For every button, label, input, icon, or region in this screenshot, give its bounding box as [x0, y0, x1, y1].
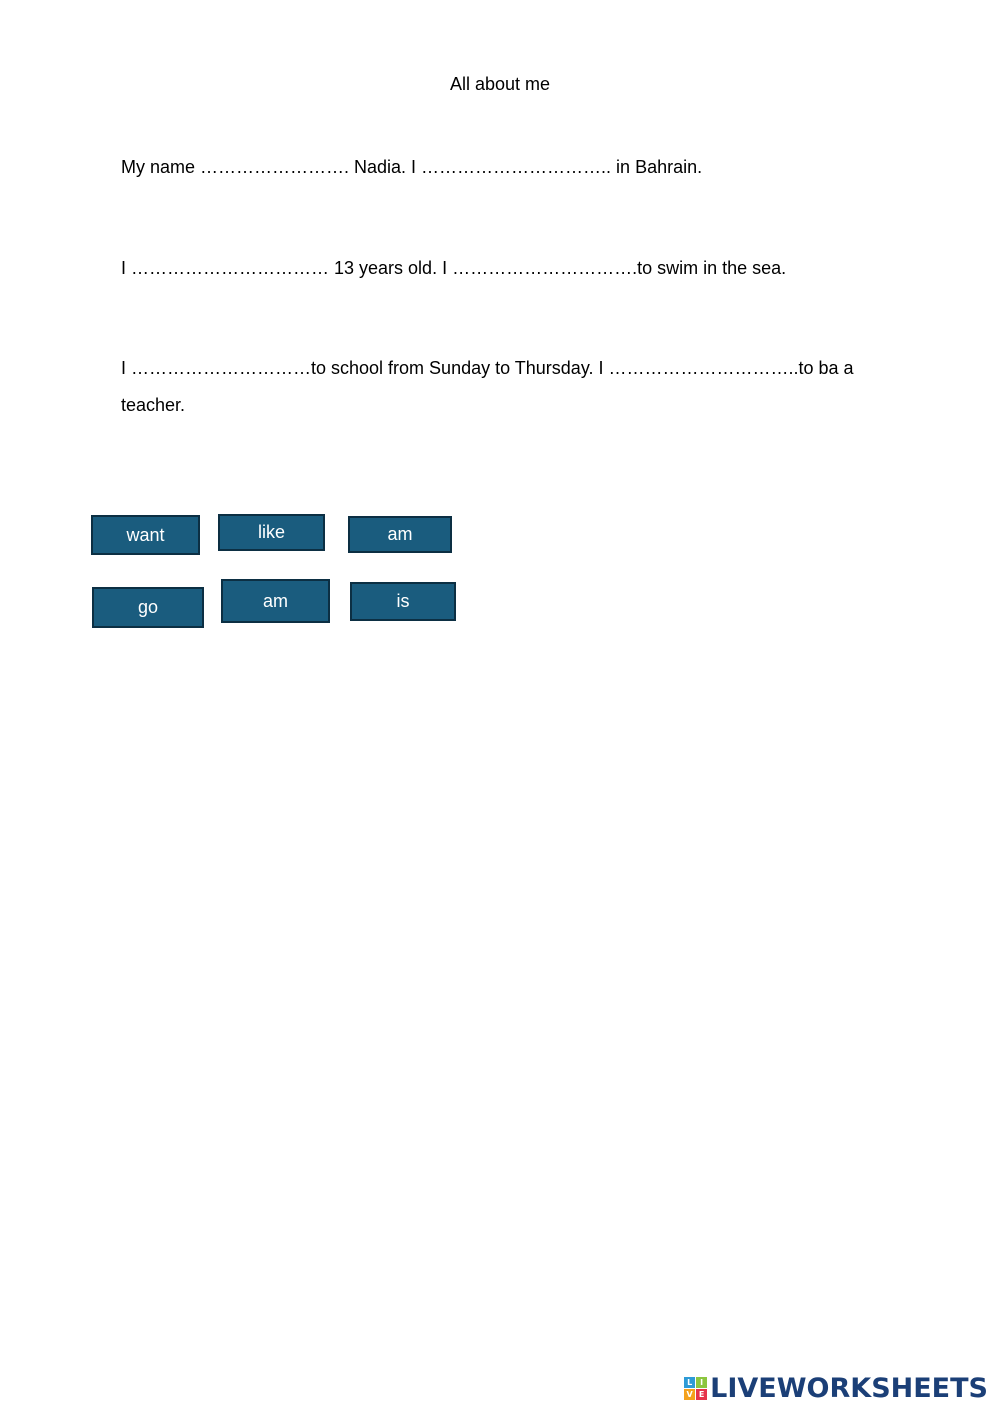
logo-mark-letter: I [696, 1377, 707, 1388]
logo-mark-letter: V [684, 1389, 695, 1400]
word-tile-am-2[interactable]: am [221, 579, 330, 623]
sentence-line-1: My name ……………………. Nadia. I ………………………….. in Bahrain. [121, 157, 703, 177]
word-tile-like[interactable]: like [218, 514, 325, 551]
logo-mark-letter: L [684, 1377, 695, 1388]
brand-name: LIVEWORKSHEETS [710, 1373, 988, 1404]
word-tile-want[interactable]: want [91, 515, 200, 555]
liveworksheets-mark-icon [684, 1377, 707, 1400]
sentence-line-3: I …………………………to school from Sunday to Thursday. I …………………………..to ba a teacher. [121, 358, 854, 415]
sentence-line-2: I …………………………… 13 years old. I ………………………….to swim in the sea. [121, 258, 787, 278]
logo-mark-letter: E [696, 1389, 707, 1400]
worksheet-title: All about me [449, 74, 551, 94]
word-tile-am[interactable]: am [348, 516, 452, 553]
liveworksheets-logo [684, 1373, 988, 1404]
word-tile-is[interactable]: is [350, 582, 456, 621]
word-tile-go[interactable]: go [92, 587, 204, 628]
